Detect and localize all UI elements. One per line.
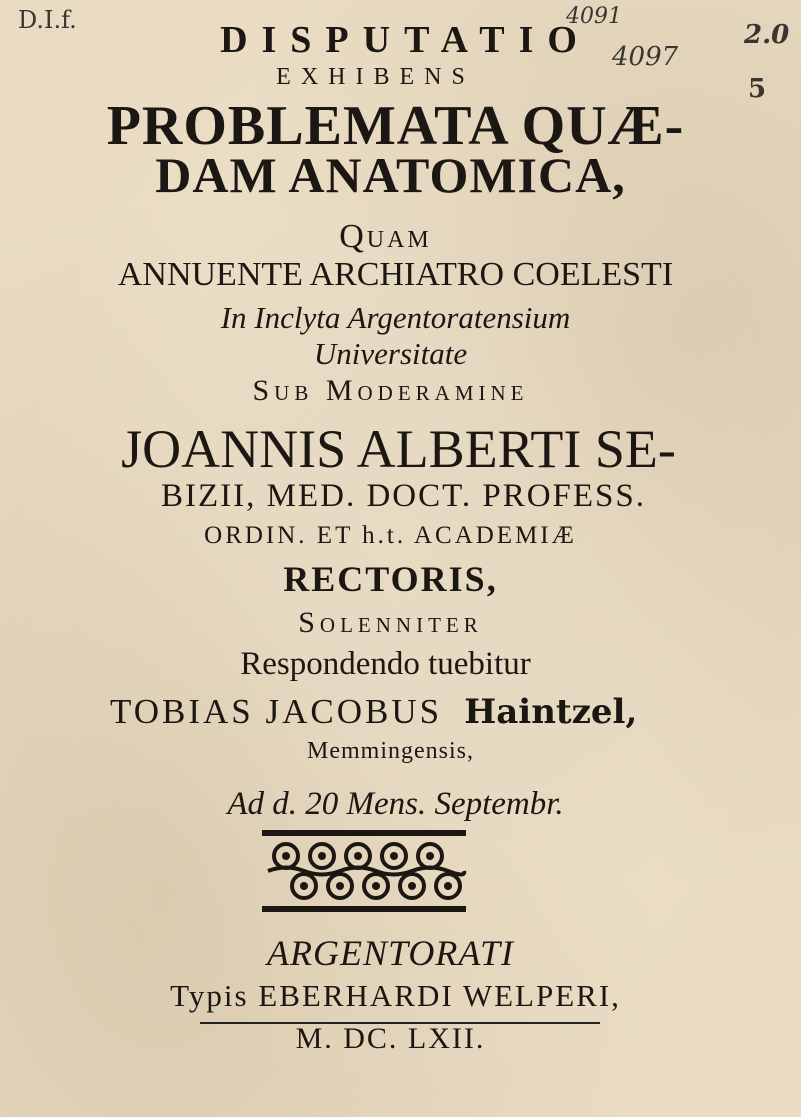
respondendo-line: Respondendo tuebitur [240,646,531,682]
quam-line: Quam [339,218,432,255]
date-line: Ad d. 20 Mens. Septembr. [227,786,564,822]
inclyta-line: In Inclyta Argentoratensium [220,300,571,335]
title-anatomica: DAM ANATOMICA, [155,147,626,203]
annuente-line: ANNUENTE ARCHIATRO COELESTI [117,256,674,293]
corner-annotation: 2.0 [744,20,790,50]
praeses-name-line-1: JOANNIS ALBERTI SE- [121,419,676,479]
catalog-number-annotation: 4091 [566,4,622,29]
rectoris-line: RECTORIS, [283,559,498,599]
origin-line: Memmingensis, [307,738,474,764]
ordin-line: ORDIN. ET h.t. ACADEMIÆ [204,522,577,549]
universitate-line: Universitate [313,336,468,371]
solenniter-line: Solenniter [298,606,483,639]
title-problemata: PROBLEMATA QUÆ- [106,95,685,157]
respondent-line [110,692,637,732]
title-disputatio: DISPUTATIO [220,19,591,61]
sub-moderamine-line: Sub Moderamine [252,374,529,407]
imprint-year: M. DC. LXII. [295,1022,486,1055]
praeses-name-line-2: BIZII, MED. DOCT. PROFESS. [160,478,646,514]
title-exhibens: EXHIBENS [276,64,475,90]
respondent-surname: Haintzel, [464,692,638,732]
ornament-icon [258,826,470,916]
respondent-name: TOBIAS JACOBUS [110,692,443,731]
corner-number-annotation: 5 [748,74,767,104]
imprint-city: ARGENTORATI [266,933,514,973]
catalog-number-annotation-2: 4097 [612,42,679,72]
shelfmark-annotation: D.I.f. [18,6,77,34]
imprint-printer: Typis EBERHARDI WELPERI, [170,978,621,1013]
